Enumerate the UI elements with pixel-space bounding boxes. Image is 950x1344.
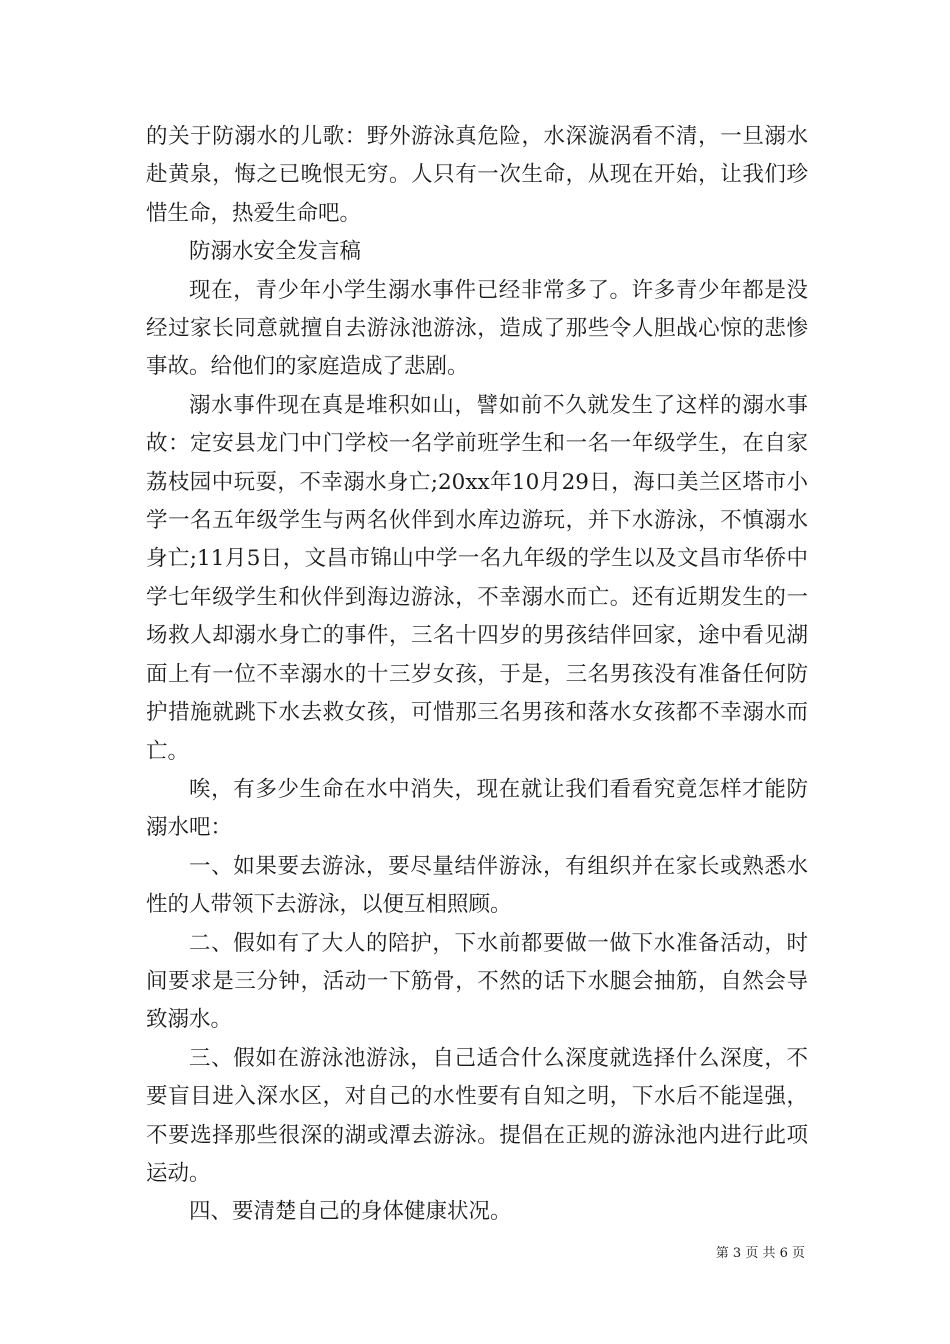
paragraph-incidents: 溺水事件现在真是堆积如山，譬如前不久就发生了这样的溺水事故：定安县龙门中门学校一名学前班学生和一名一年级学生，在自家荔枝园中玩耍，不幸溺水身亡;20xx年10月29日，海口美兰区塔市小学一名五年级学生与两名伙伴到水库边游玩，并下水游泳，不慎溺水身亡;11月5日，文昌市锦山中学一名九年级的学生以及文昌市华侨中学七年级学生和伙伴到海边游泳，不幸溺水而亡。还有近期发生的一场救人却溺水身亡的事件，三名十四岁的男孩结伴回家，途中看见湖面上有一位不幸溺水的十三岁女孩，于是，三名男孩没有准备任何防护措施就跳下水去救女孩，可惜那三名男孩和落水女孩都不幸溺水而亡。 [146,392,808,764]
paragraph-transition: 唉，有多少生命在水中消失，现在就让我们看看究竟怎样才能防溺水吧： [146,776,808,841]
paragraph-intro: 现在，青少年小学生溺水事件已经非常多了。许多青少年都是没经过家长同意就擅自去游泳池游泳，造成了那些令人胆战心惊的悲惨事故。给他们的家庭造成了悲剧。 [146,277,808,380]
paragraph-tip-2: 二、假如有了大人的陪护，下水前都要做一做下水准备活动，时间要求是三分钟，活动一下筋骨，不然的话下水腿会抽筋，自然会导致溺水。 [146,930,808,1033]
paragraph-tip-1: 一、如果要去游泳，要尽量结伴游泳，有组织并在家长或熟悉水性的人带领下去游泳，以便互相照顾。 [146,853,808,918]
section-title: 防溺水安全发言稿 [189,239,362,265]
paragraph-tip-3: 三、假如在游泳池游泳，自己适合什么深度就选择什么深度，不要盲目进入深水区，对自己的水性要有自知之明，下水后不能逞强，不要选择那些很深的湖或潭去游泳。提倡在正规的游泳池内进行此项运动。 [146,1045,808,1186]
paragraph-continued-rhyme: 的关于防溺水的儿歌：野外游泳真危险，水深漩涡看不清，一旦溺水赴黄泉，悔之已晚恨无穷。人只有一次生命，从现在开始，让我们珍惜生命，热爱生命吧。 [146,124,808,226]
paragraph-tip-4: 四、要清楚自己的身体健康状况。 [189,1199,512,1225]
document-body [146,118,808,1232]
page-number-footer: 第 3 页 共 6 页 [715,1246,805,1261]
